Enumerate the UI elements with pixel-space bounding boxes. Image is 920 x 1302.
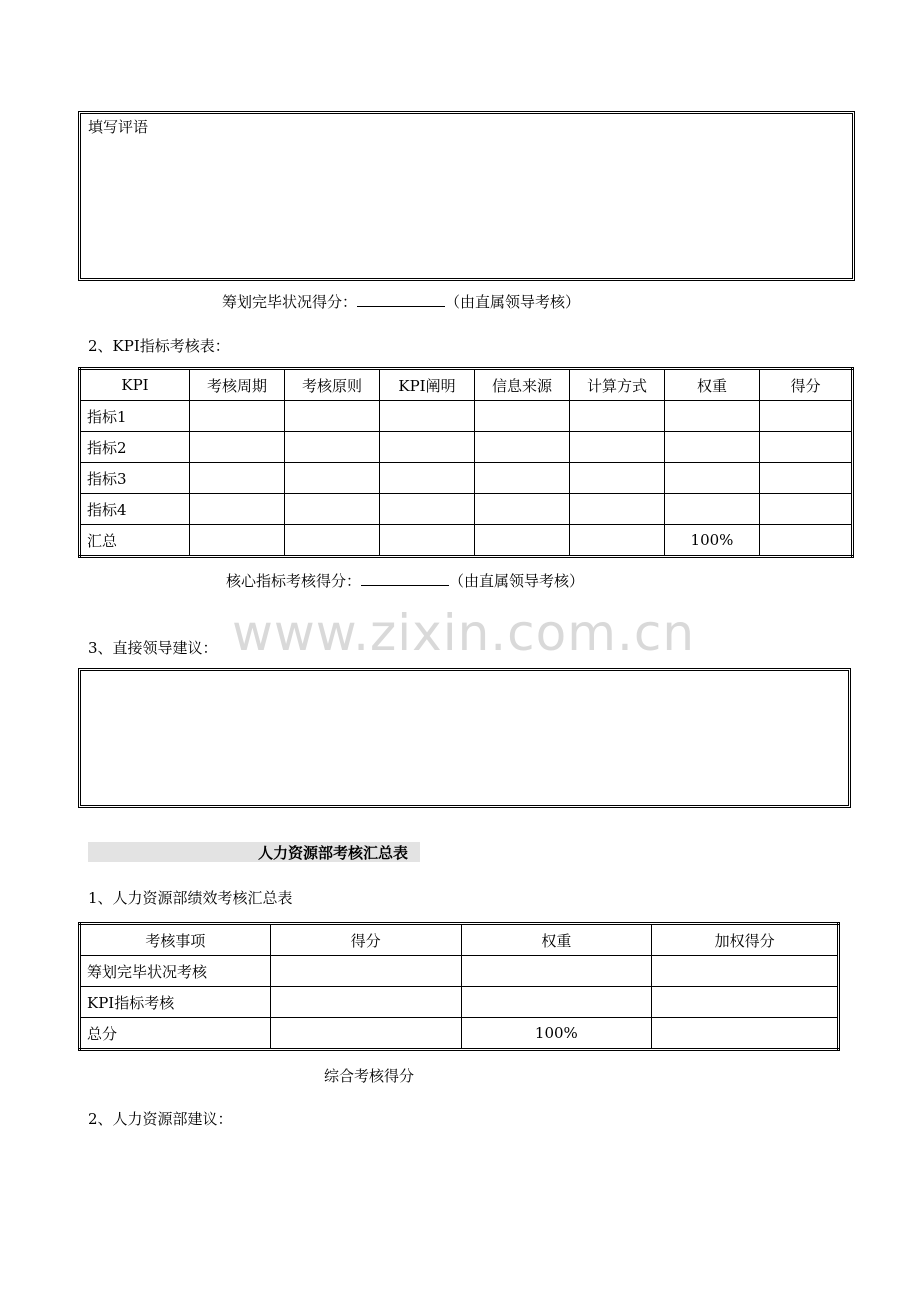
kpi-name-cell: 指标2 (80, 432, 190, 463)
leader-suggestion-heading: 3、直接领导建议： (88, 639, 218, 657)
kpi-header-cell: 权重 (665, 369, 760, 401)
table-row (80, 494, 853, 525)
table-cell[interactable] (475, 432, 570, 463)
kpi-header-cell: 考核原则 (285, 369, 380, 401)
item-name-cell: 筹划完毕状况考核 (80, 956, 271, 987)
kpi-header-cell: 得分 (760, 369, 853, 401)
table-cell[interactable] (285, 463, 380, 494)
hr-header-cell: 考核事项 (80, 924, 271, 956)
hr-header-cell: 权重 (461, 924, 652, 956)
watermark: www.zixin.com.cn (232, 604, 696, 662)
kpi-name-cell: 指标1 (80, 401, 190, 432)
table-cell[interactable] (285, 401, 380, 432)
hr-summary-table (78, 922, 840, 1051)
kpi-table (78, 367, 854, 558)
table-row (80, 956, 839, 987)
kpi-header-cell: KPI (80, 369, 190, 401)
table-cell[interactable] (380, 432, 475, 463)
plan-score-note: （由直属领导考核） (445, 293, 581, 311)
table-cell[interactable] (380, 463, 475, 494)
table-cell[interactable] (190, 494, 285, 525)
comment-box[interactable] (78, 111, 855, 281)
table-cell[interactable] (570, 401, 665, 432)
table-cell[interactable] (270, 956, 461, 987)
hr-header-row (80, 924, 839, 956)
kpi-header-cell: 信息来源 (475, 369, 570, 401)
table-row (80, 401, 853, 432)
plan-score-blank[interactable] (357, 292, 445, 307)
table-cell[interactable] (652, 1018, 839, 1050)
table-cell[interactable] (270, 1018, 461, 1050)
table-cell[interactable] (570, 494, 665, 525)
kpi-score-blank[interactable] (361, 571, 449, 586)
weight-total-cell: 100% (461, 1018, 652, 1050)
table-row (80, 987, 839, 1018)
table-cell[interactable] (190, 525, 285, 557)
hr-suggestion-heading: 2、人力资源部建议： (88, 1110, 233, 1128)
kpi-score-line (226, 571, 584, 591)
kpi-score-note: （由直属领导考核） (449, 572, 585, 590)
table-cell[interactable] (285, 494, 380, 525)
plan-score-line (222, 292, 580, 312)
table-cell[interactable] (190, 463, 285, 494)
table-row (80, 432, 853, 463)
table-cell[interactable] (380, 525, 475, 557)
table-cell[interactable] (760, 463, 853, 494)
item-name-cell: 总分 (80, 1018, 271, 1050)
table-row (80, 1018, 839, 1050)
table-cell[interactable] (285, 432, 380, 463)
kpi-total-cell: 汇总 (80, 525, 190, 557)
kpi-header-cell: KPI阐明 (380, 369, 475, 401)
item-name-cell: KPI指标考核 (80, 987, 271, 1018)
kpi-name-cell: 指标4 (80, 494, 190, 525)
table-row (80, 525, 853, 557)
table-cell[interactable] (285, 525, 380, 557)
table-cell[interactable] (190, 401, 285, 432)
kpi-header-cell: 计算方式 (570, 369, 665, 401)
plan-score-label: 筹划完毕状况得分： (222, 293, 358, 311)
leader-suggestion-box[interactable] (78, 668, 851, 808)
kpi-header-cell: 考核周期 (190, 369, 285, 401)
table-cell[interactable] (760, 525, 853, 557)
table-cell[interactable] (665, 463, 760, 494)
table-cell[interactable] (760, 401, 853, 432)
table-cell[interactable] (665, 432, 760, 463)
table-cell[interactable] (461, 956, 652, 987)
table-cell[interactable] (760, 432, 853, 463)
table-cell[interactable] (760, 494, 853, 525)
table-cell[interactable] (380, 401, 475, 432)
weight-total-cell: 100% (665, 525, 760, 557)
table-cell[interactable] (665, 494, 760, 525)
table-cell[interactable] (475, 494, 570, 525)
table-cell[interactable] (475, 463, 570, 494)
table-cell[interactable] (475, 525, 570, 557)
table-cell[interactable] (570, 463, 665, 494)
table-cell[interactable] (270, 987, 461, 1018)
comment-label: 填写评语 (88, 118, 149, 136)
kpi-score-label: 核心指标考核得分： (226, 572, 362, 590)
table-row (80, 463, 853, 494)
hr-header-cell: 加权得分 (652, 924, 839, 956)
kpi-name-cell: 指标3 (80, 463, 190, 494)
table-cell[interactable] (570, 432, 665, 463)
table-cell[interactable] (570, 525, 665, 557)
table-cell[interactable] (190, 432, 285, 463)
kpi-header-row (80, 369, 853, 401)
overall-score-label: 综合考核得分 (324, 1067, 415, 1085)
table-cell[interactable] (475, 401, 570, 432)
hr-summary-subheading: 1、人力资源部绩效考核汇总表 (88, 889, 293, 907)
kpi-heading: 2、KPI指标考核表： (88, 337, 230, 355)
table-cell[interactable] (461, 987, 652, 1018)
table-cell[interactable] (665, 401, 760, 432)
hr-header-cell: 得分 (270, 924, 461, 956)
table-cell[interactable] (652, 956, 839, 987)
hr-summary-title: 人力资源部考核汇总表 (258, 844, 409, 862)
table-cell[interactable] (652, 987, 839, 1018)
table-cell[interactable] (380, 494, 475, 525)
